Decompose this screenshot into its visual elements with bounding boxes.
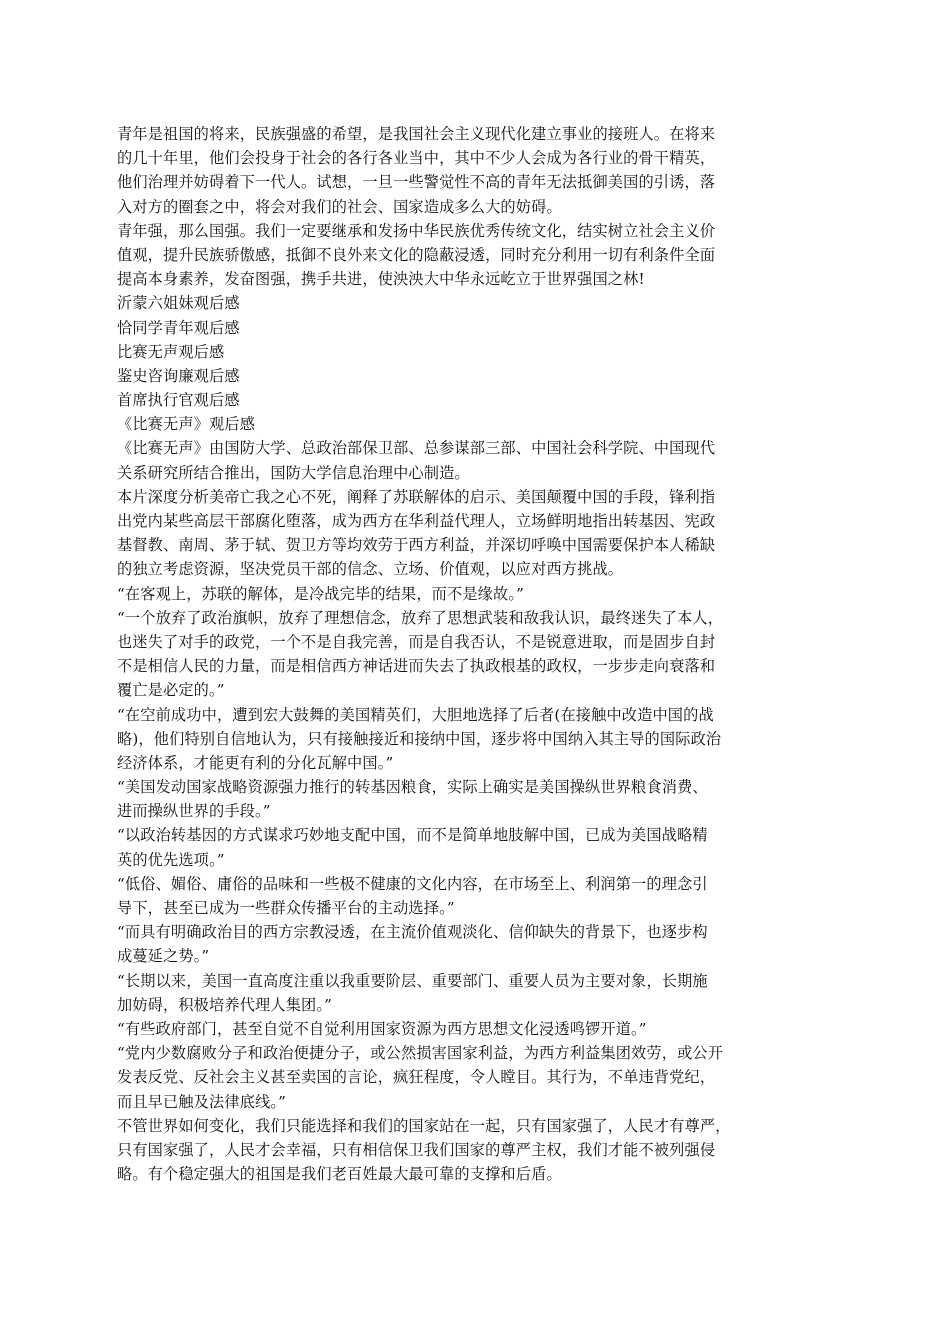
text-line: “以政治转基因的方式谋求巧妙地支配中国，而不是简单地肢解中国，已成为美国战略精	[117, 826, 708, 845]
section-title	[117, 412, 817, 436]
text-line: 不管世界如何变化，我们只能选择和我们的国家站在一起，只有国家强了，人民才有尊严，	[117, 1116, 731, 1135]
text-line: “党内少数腐败分子和政治便捷分子，或公然损害国家利益，为西方利益集团效劳，或公开	[117, 1044, 724, 1063]
text-line: 经济体系，才能更有利的分化瓦解中国。”	[117, 753, 394, 772]
text-line: 出党内某些高层干部腐化堕落，成为西方在华利益代理人，立场鲜明地指出转基因、宪政	[117, 512, 716, 530]
text-line: 沂蒙六姐妹观后感	[117, 294, 240, 313]
paragraph	[117, 485, 817, 582]
paragraph	[117, 436, 817, 484]
text-line: 《比赛无声》由国防大学、总政治部保卫部、总参谋部三部、中国社会科学院、中国现代	[117, 439, 716, 458]
text-line: 青年强，那么国强。我们一定要继承和发扬中华民族优秀传统文化，结实树立社会主义价	[117, 221, 716, 240]
quote-paragraph	[117, 775, 817, 823]
quote-paragraph	[117, 1041, 817, 1114]
text-line: 《比赛无声》观后感	[117, 415, 256, 434]
text-line: 英的优先选项。”	[117, 850, 225, 869]
text-line: 入对方的圈套之中，将会对我们的社会、国家造成多么大的妨碍。	[117, 197, 562, 216]
text-line: “有些政府部门，甚至自觉不自觉利用国家资源为西方思想文化浸透鸣锣开道。”	[117, 1019, 647, 1038]
text-line: 略。有个稳定强大的祖国是我们老百姓最大最可靠的支撑和后盾。	[117, 1165, 562, 1184]
text-line: 恰同学青年观后感	[117, 318, 240, 337]
text-line: “长期以来，美国一直高度注重以我重要阶层、重要部门、重要人员为主要对象，长期施	[117, 971, 708, 990]
related-title	[117, 291, 817, 315]
document-body	[117, 122, 817, 1186]
quote-paragraph	[117, 606, 817, 703]
quote-paragraph	[117, 920, 817, 968]
related-title	[117, 364, 817, 388]
text-line: 比赛无声观后感	[117, 342, 225, 361]
paragraph	[117, 1114, 817, 1187]
text-line: “一个放弃了政治旗帜，放弃了理想信念，放弃了思想武装和敌我认识，最终迷失了本人，	[117, 608, 724, 627]
text-line: 首席执行官观后感	[117, 391, 240, 410]
text-line: “低俗、媚俗、庸俗的品味和一些极不健康的文化内容，在市场至上、利润第一的理念引	[117, 874, 708, 893]
text-line: “在客观上，苏联的解体，是冷战完毕的结果，而不是缘故。”	[117, 584, 525, 603]
text-line: 成蔓延之势。”	[117, 947, 210, 966]
text-line: “而具有明确政治目的西方宗教浸透，在主流价值观淡化、信仰缺失的背景下，也逐步构	[117, 923, 708, 942]
quote-paragraph	[117, 823, 817, 871]
quote-paragraph	[117, 703, 817, 776]
text-line: 青年是祖国的将来，民族强盛的希望，是我国社会主义现代化建立事业的接班人。在将来	[117, 125, 716, 143]
text-line: 关系研究所结合推出，国防大学信息治理中心制造。	[117, 463, 470, 482]
text-line: 也迷失了对手的政党，一个不是自我完善，而是自我否认，不是锐意进取，而是固步自封	[117, 632, 716, 651]
text-line: 进而操纵世界的手段。”	[117, 802, 271, 821]
text-line: 不是相信人民的力量，而是相信西方神话进而失去了执政根基的政权，一步步走向衰落和	[117, 657, 716, 676]
paragraph	[117, 219, 817, 292]
text-line: 鉴史咨询廉观后感	[117, 366, 240, 385]
text-line: 导下，甚至已成为一些群众传播平台的主动选择。”	[117, 899, 455, 917]
quote-paragraph	[117, 582, 817, 606]
related-title	[117, 388, 817, 412]
text-line: 本片深度分析美帝亡我之心不死，阐释了苏联解体的启示、美国颠覆中国的手段，锋利指	[117, 487, 716, 506]
text-line: 值观，提升民族骄傲感，抵御不良外来文化的隐蔽浸透，同时充分利用一切有利条件全面	[117, 245, 716, 264]
quote-paragraph	[117, 1017, 817, 1041]
quote-paragraph	[117, 969, 817, 1017]
text-line: “美国发动国家战略资源强力推行的转基因粮食，实际上确实是美国操纵世界粮食消费、	[117, 778, 708, 797]
text-line: 基督教、南周、茅于轼、贺卫方等均效劳于西方利益，并深切呼唤中国需要保护本人稀缺	[117, 536, 716, 555]
text-line: 发表反党、反社会主义甚至卖国的言论，疯狂程度，令人瞠目。其行为，不单违背党纪，	[117, 1068, 716, 1087]
text-line: 的几十年里，他们会投身于社会的各行各业当中，其中不少人会成为各行业的骨干精英，	[117, 149, 716, 168]
text-line: 只有国家强了，人民才会幸福，只有相信保卫我们国家的尊严主权，我们才能不被列强侵	[117, 1140, 716, 1159]
text-line: 提高本身素养，发奋图强，携手共进，使泱泱大中华永远屹立于世界强国之林!	[117, 270, 645, 289]
text-line: 的独立考虑资源，坚决党员干部的信念、立场、价值观，以应对西方挑战。	[117, 560, 624, 579]
paragraph	[117, 122, 817, 219]
quote-paragraph	[117, 872, 817, 920]
text-line: “在空前成功中，遭到宏大鼓舞的美国精英们，大胆地选择了后者(在接触中改造中国的战	[117, 705, 714, 724]
text-line: 而且早已触及法律底线。”	[117, 1092, 287, 1111]
text-line: 加妨碍，积极培养代理人集团。”	[117, 995, 333, 1014]
related-title	[117, 316, 817, 340]
related-title	[117, 340, 817, 364]
text-line: 覆亡是必定的。”	[117, 681, 225, 700]
text-line: 略)，他们特别自信地认为，只有接触接近和接纳中国，逐步将中国纳入其主导的国际政治	[117, 729, 722, 748]
text-line: 他们治理并妨碍着下一代人。试想，一旦一些警觉性不高的青年无法抵御美国的引诱，落	[117, 173, 716, 192]
